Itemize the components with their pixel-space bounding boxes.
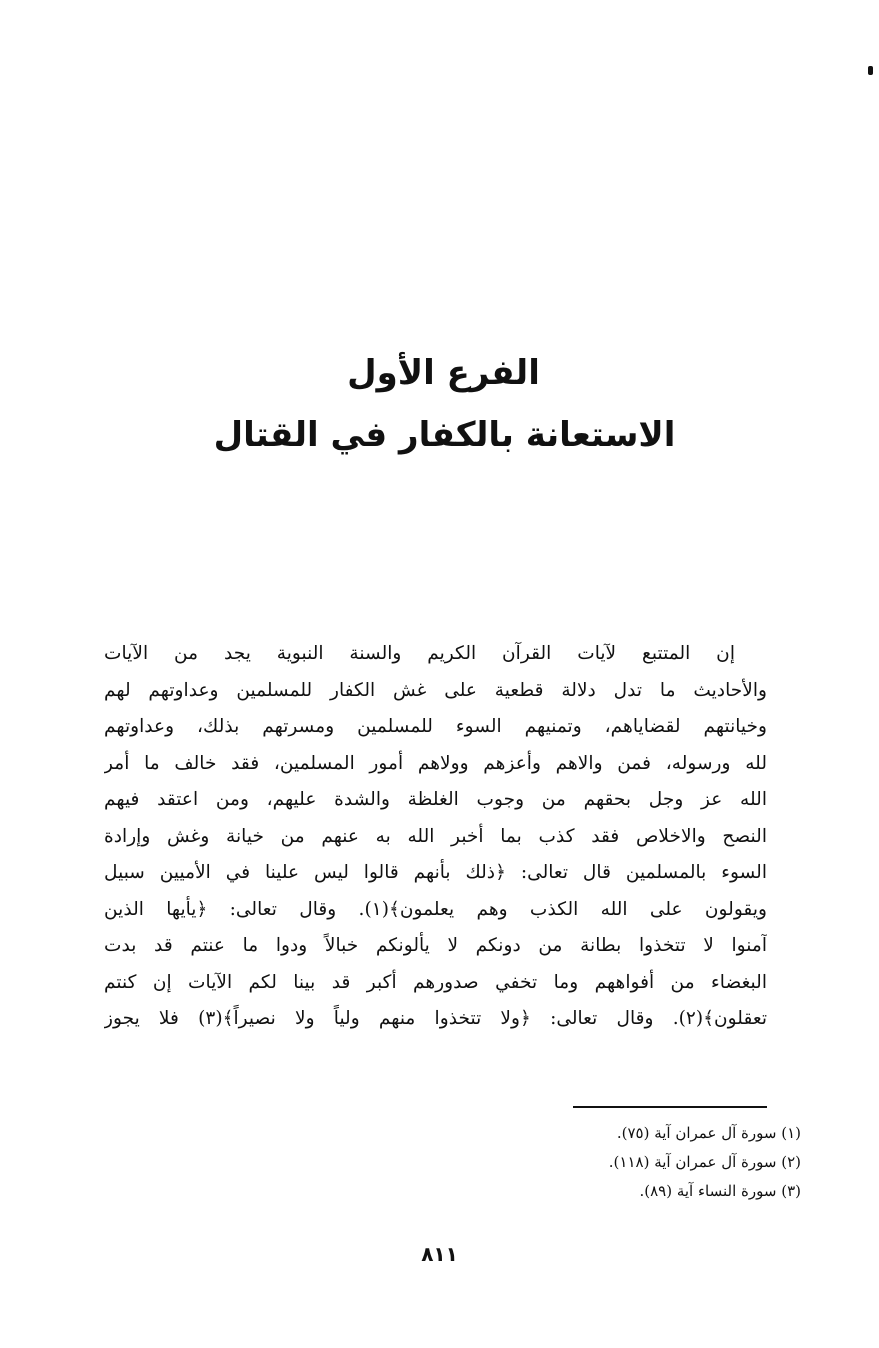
- body-line: ويقولون على الله الكذب وهم يعلمون﴾(١). وقال تعالى: ﴿يأيها الذين: [104, 898, 767, 920]
- body-line: آمنوا لا تتخذوا بطانة من دونكم لا يألونكم خبالاً ودوا ما عنتم قد بدت: [104, 935, 767, 956]
- footnotes: [381, 1119, 801, 1206]
- page-number: ٨١١: [421, 1242, 458, 1266]
- body-paragraph: [104, 636, 767, 1038]
- body-line: الله عز وجل بحقهم من وجوب الغلظة والشدة عليهم، ومن اعتقد فيهم: [104, 789, 767, 810]
- body-line: إن المتتبع لآيات القرآن الكريم والسنة النبوية يجد من الآيات: [104, 643, 735, 664]
- body-line: تعقلون﴾(٢). وقال تعالى: ﴿ولا تتخذوا منهم ولياً ولا نصيراً﴾(٣) فلا يجوز: [104, 1008, 767, 1029]
- footnote-divider: [573, 1106, 767, 1108]
- body-line: النصح والاخلاص فقد كذب بما أخبر الله به عنهم من خيانة وغش وإرادة: [104, 825, 767, 847]
- body-line: البغضاء من أفواههم وما تخفي صدورهم أكبر قد بينا لكم الآيات إن كنتم: [104, 971, 767, 993]
- body-line: السوء بالمسلمين قال تعالى: ﴿ذلك بأنهم قالوا ليس علينا في الأميين سبيل: [104, 862, 767, 883]
- scan-mark: [868, 66, 873, 75]
- footnote-3: (٣) سورة النساء آية (٨٩).: [639, 1182, 801, 1200]
- chapter-title: الفرع الأول: [347, 353, 540, 393]
- chapter-heading: [0, 353, 879, 455]
- body-line: والأحاديث ما تدل دلالة قطعية على غش الكفار للمسلمين وعداوتهم لهم: [104, 679, 767, 701]
- body-line: لله ورسوله، فمن والاهم وأعزهم وولاهم أمور المسلمين، فقد خالف ما أمر: [104, 752, 767, 774]
- body-line: وخيانتهم لقضاياهم، وتمنيهم السوء للمسلمين ومسرتهم بذلك، وعداوتهم: [104, 716, 767, 737]
- footnote-2: (٢) سورة آل عمران آية (١١٨).: [608, 1153, 801, 1171]
- chapter-subtitle: الاستعانة بالكفار في القتال: [213, 415, 676, 455]
- footnote-1: (١) سورة آل عمران آية (٧٥).: [616, 1124, 801, 1142]
